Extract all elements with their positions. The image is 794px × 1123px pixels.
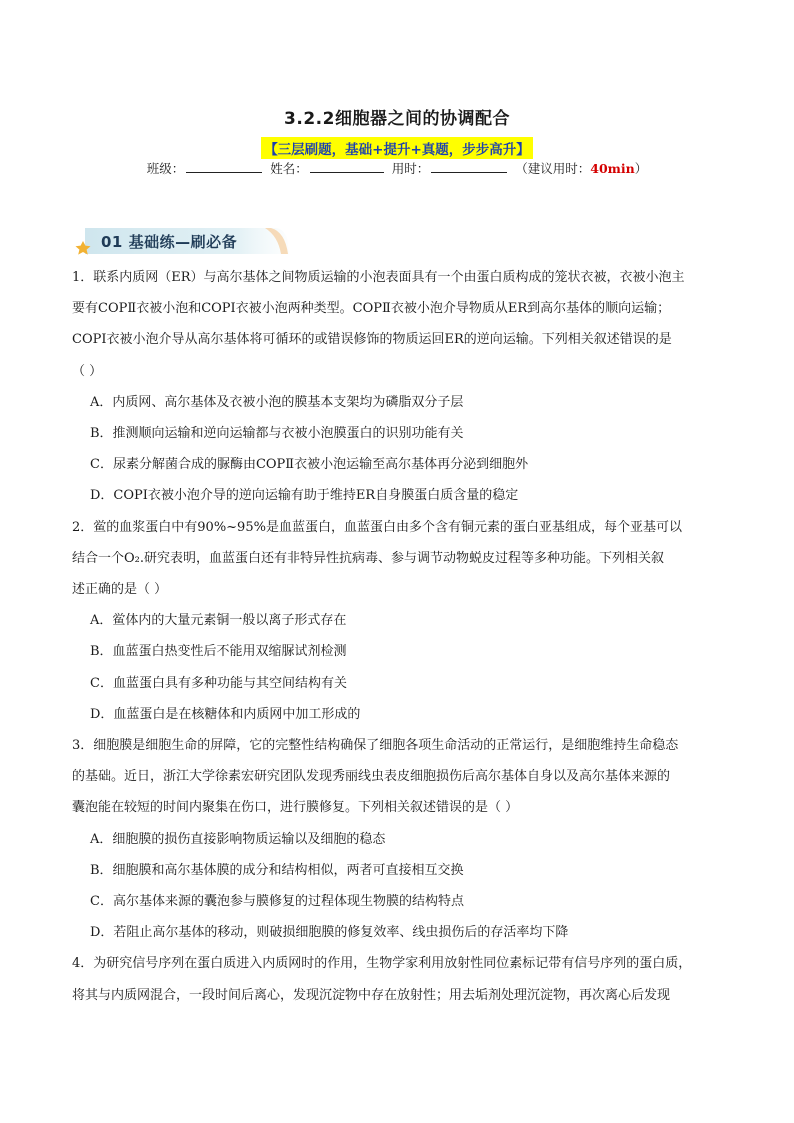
question-2 — [72, 512, 722, 730]
class-blank[interactable] — [186, 160, 262, 173]
option-c[interactable]: C．尿素分解菌合成的脲酶由COPⅡ衣被小泡运输至高尔基体再分泌到细胞外 — [90, 457, 529, 473]
question-list — [72, 262, 722, 1011]
name-blank[interactable] — [310, 160, 384, 173]
question-line: 4．为研究信号序列在蛋白质进入内质网时的作用，生物学家利用放射性同位素标记带有信号序列的蛋白质， — [72, 956, 692, 972]
option-d[interactable]: D．血蓝蛋白是在核糖体和内质网中加工形成的 — [90, 706, 361, 722]
option-b[interactable]: B．细胞膜和高尔基体膜的成分和结构相似，两者可直接相互交换 — [90, 862, 464, 878]
class-label: 班级： — [146, 161, 185, 176]
question-line: 1．联系内质网（ER）与高尔基体之间物质运输的小泡表面具有一个由蛋白质构成的笼状衣被，衣被小泡主 — [72, 270, 685, 285]
time-label: 用时： — [391, 161, 430, 176]
option-b[interactable]: B．血蓝蛋白热变性后不能用双缩脲试剂检测 — [90, 644, 347, 660]
question-line: 2．鲎的血浆蛋白中有90%~95%是血蓝蛋白，血蓝蛋白由多个含有铜元素的蛋白亚基组成，每个亚基可以 — [72, 519, 682, 535]
option-c[interactable]: C．高尔基体来源的囊泡参与膜修复的过程体现生物膜的结构特点 — [90, 894, 464, 910]
question-3 — [72, 730, 722, 948]
option-b[interactable]: B．推测顺向运输和逆向运输都与衣被小泡膜蛋白的识别功能有关 — [90, 426, 464, 442]
option-c[interactable]: C．血蓝蛋白具有多种功能与其空间结构有关 — [90, 675, 347, 691]
question-line: 述正确的是（ ） — [72, 582, 168, 598]
question-line: 结合一个O₂.研究表明，血蓝蛋白还有非特异性抗病毒、参与调节动物蜕皮过程等多种功能。下列相关叙 — [72, 550, 665, 566]
question-line: COPI衣被小泡介导从高尔基体将可循环的或错误修饰的物质运回ER的逆向运输。下列相关叙述错误的是 — [72, 332, 672, 348]
question-line: 的基础。近日，浙江大学徐素宏研究团队发现秀丽线虫表皮细胞损伤后高尔基体自身以及高尔基体来源的 — [72, 769, 671, 785]
suggest-time: 40min — [590, 161, 635, 176]
question-line: （ ） — [72, 363, 103, 379]
name-label: 姓名： — [270, 161, 308, 176]
section-title: 01 基础练—刷必备 — [101, 233, 238, 251]
question-line: 将其与内质网混合，一段时间后离心，发现沉淀物中存在放射性；用去垢剂处理沉淀物，再次离心后发现 — [72, 987, 671, 1003]
question-line: 囊泡能在较短的时间内聚集在伤口，进行膜修复。下列相关叙述错误的是（ ） — [72, 800, 519, 816]
question-line: 要有COPⅡ衣被小泡和COPI衣被小泡两种类型。COPⅡ衣被小泡介导物质从ER到高尔基体的顺向运输； — [72, 301, 671, 317]
page-title: 3.2.2细胞器之间的协调配合 — [284, 109, 510, 129]
subtitle-highlight: 【三层刷题，基础+提升+真题，步步高升】 — [261, 137, 533, 159]
option-d[interactable]: D．COPI衣被小泡介导的逆向运输有助于维持ER自身膜蛋白质含量的稳定 — [90, 488, 519, 504]
section-header — [75, 226, 290, 256]
option-d[interactable]: D．若阻止高尔基体的移动，则破损细胞膜的修复效率、线虫损伤后的存活率均下降 — [90, 925, 569, 941]
option-a[interactable]: A．内质网、高尔基体及衣被小泡的膜基本支架均为磷脂双分子层 — [90, 394, 464, 410]
question-4 — [72, 948, 722, 1010]
question-line: 3．细胞膜是细胞生命的屏障，它的完整性结构确保了细胞各项生命活动的正常运行，是细胞维持生命稳态 — [72, 738, 679, 754]
time-blank[interactable] — [431, 160, 507, 173]
student-info-line — [0, 159, 794, 177]
option-a[interactable]: A．细胞膜的损伤直接影响物质运输以及细胞的稳态 — [90, 831, 386, 847]
subtitle-container — [0, 137, 794, 159]
question-1 — [72, 262, 722, 512]
option-a[interactable]: A．鲎体内的大量元素铜一般以离子形式存在 — [90, 613, 347, 629]
suggest-suffix: ） — [634, 161, 648, 176]
suggest-prefix: （建议用时： — [515, 161, 591, 176]
